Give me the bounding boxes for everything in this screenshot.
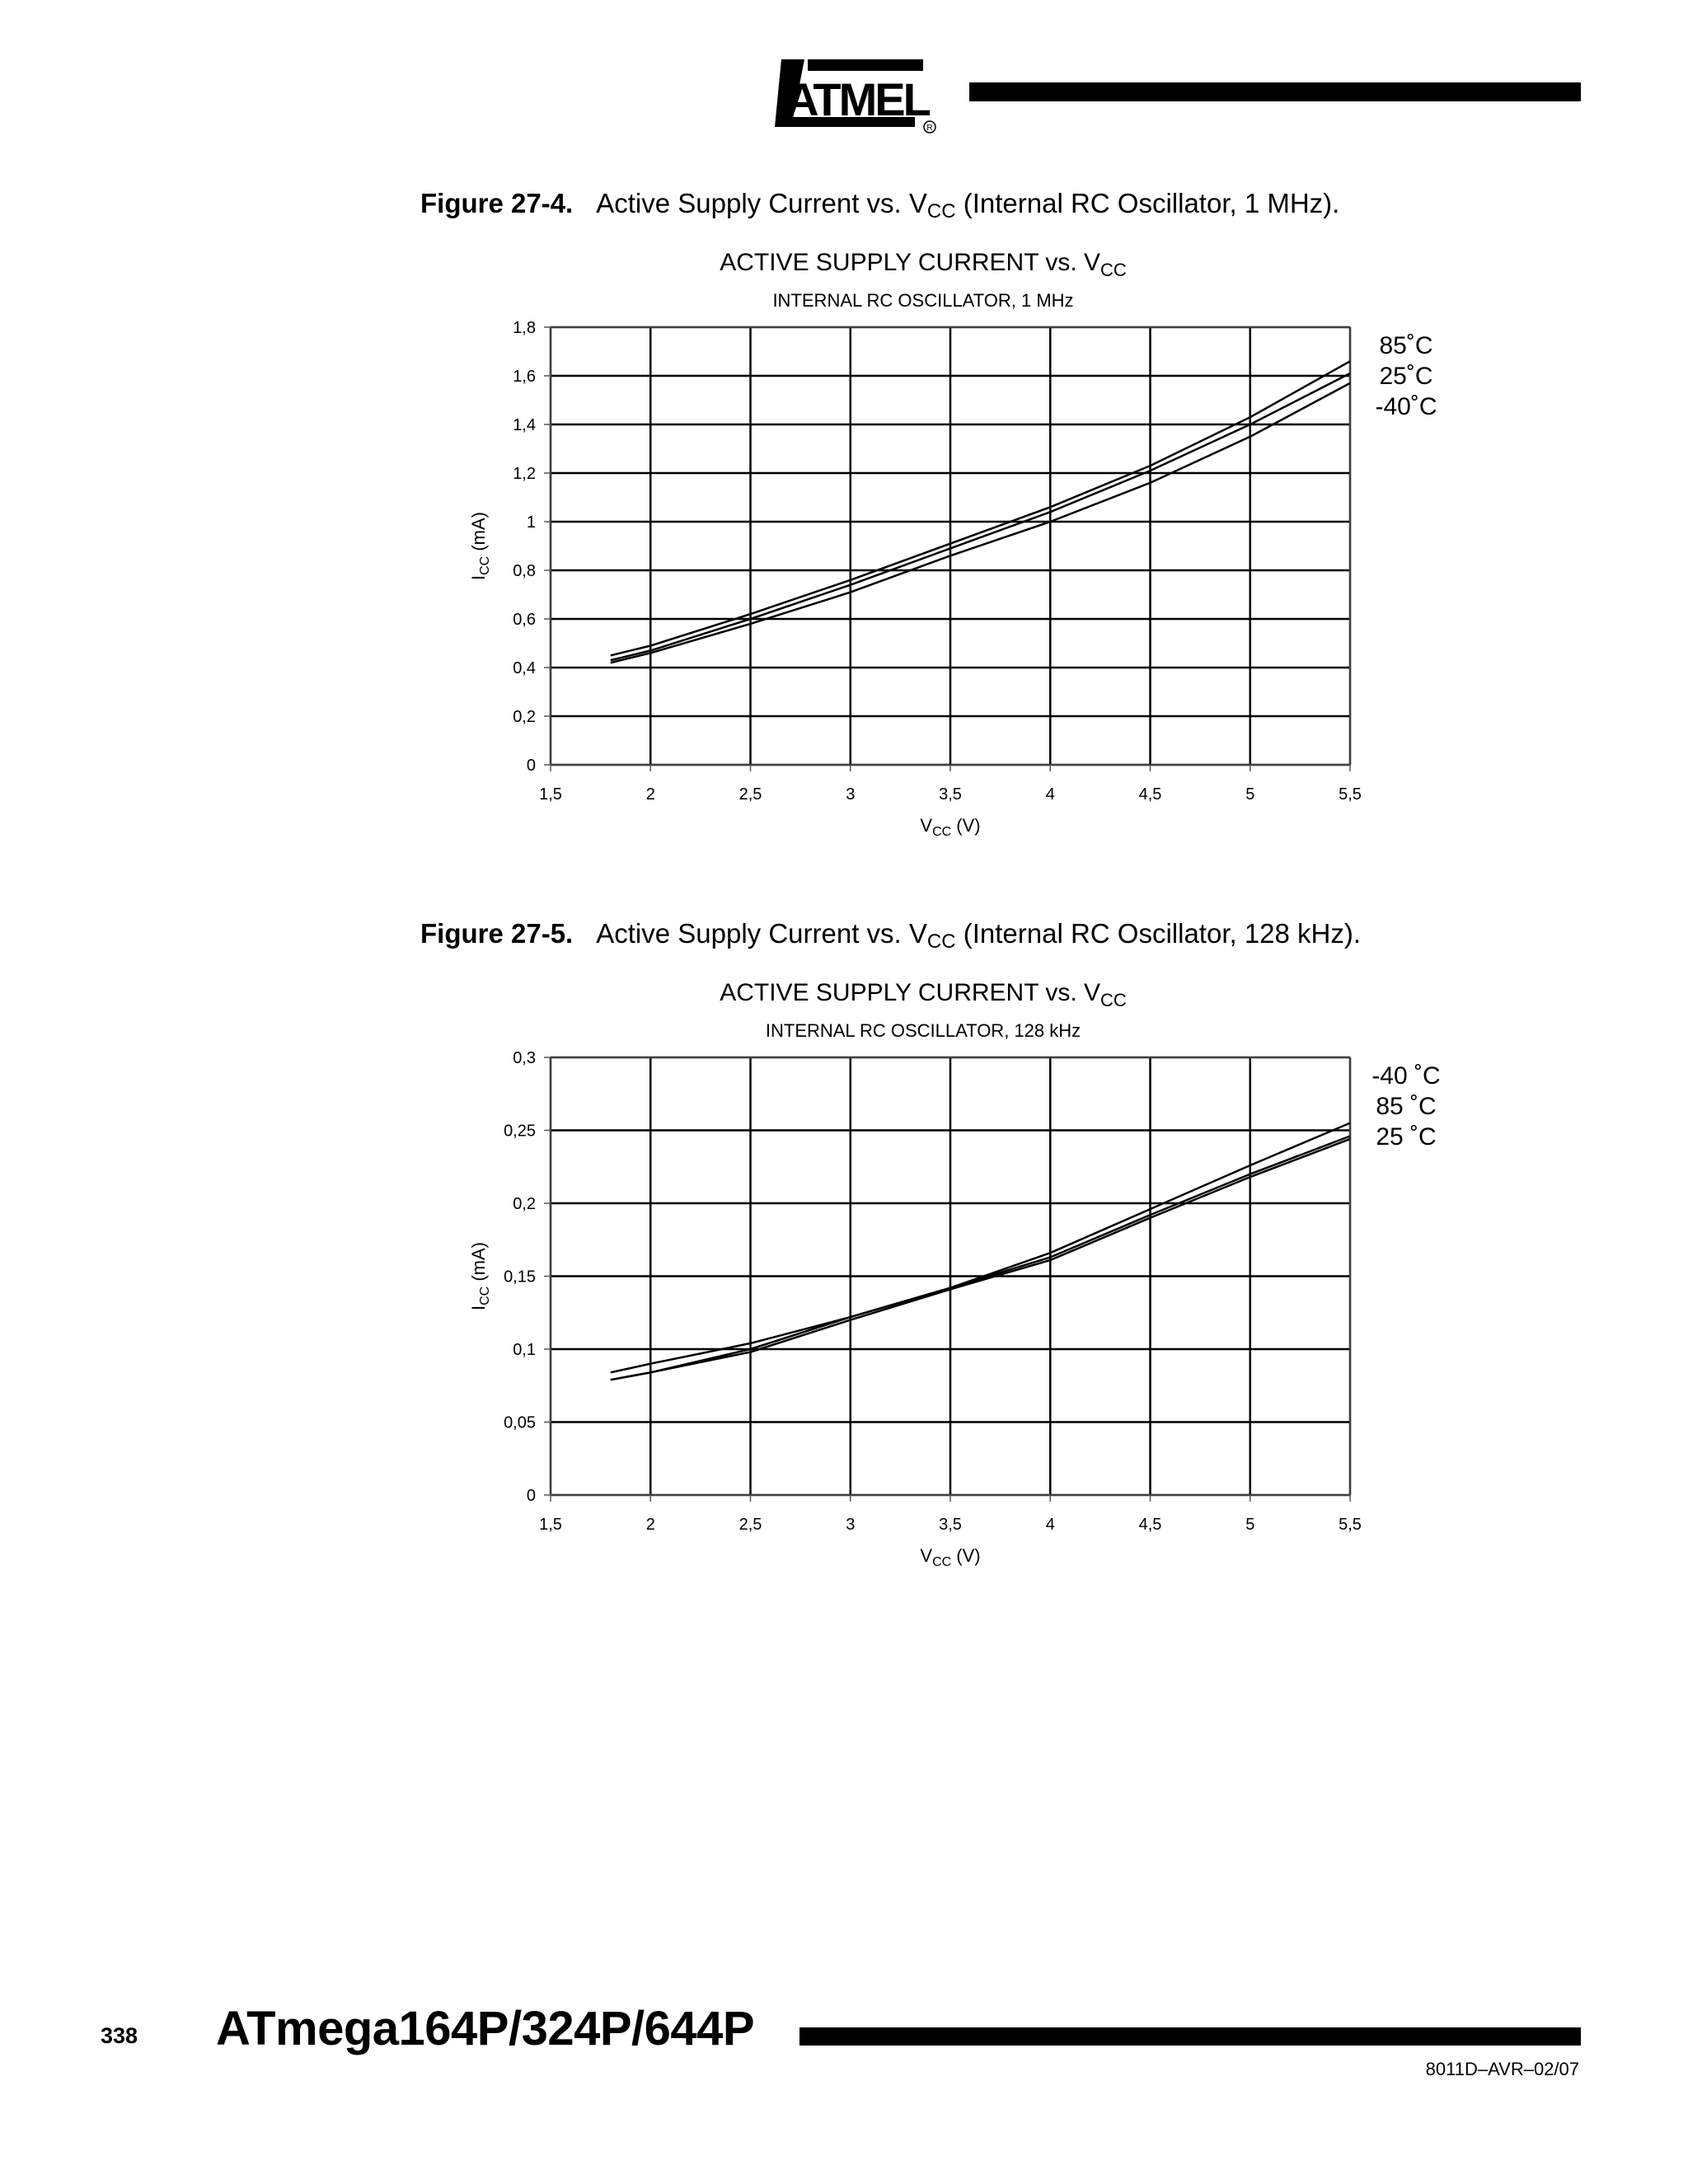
y-tick-label: 0,25	[504, 1122, 536, 1141]
figure-caption-2	[420, 918, 1361, 954]
series-line	[611, 361, 1350, 655]
legend-label: -40˚C	[1375, 393, 1437, 420]
x-tick-label: 1,5	[539, 785, 562, 804]
figure-number: Figure 27-4.	[420, 188, 574, 218]
caption-sub: CC	[926, 930, 956, 953]
x-tick-label: 5	[1245, 785, 1255, 804]
series-line	[611, 1139, 1350, 1380]
caption-text-end: (Internal RC Oscillator, 128 kHz).	[955, 918, 1362, 949]
x-tick-label: 4	[1045, 1516, 1055, 1534]
y-tick-label: 1	[526, 513, 536, 532]
y-tick-label: 0,05	[504, 1413, 536, 1432]
x-tick-label: 3	[846, 785, 856, 804]
figure-caption-1	[420, 188, 1339, 223]
series-line	[611, 1123, 1350, 1373]
y-tick-label: 1,8	[513, 319, 536, 337]
caption-sub: CC	[926, 200, 956, 223]
atmel-logo	[775, 51, 940, 134]
y-tick-label: 0	[526, 757, 536, 775]
legend-label: 85˚C	[1379, 332, 1433, 359]
y-tick-label: 1,4	[513, 416, 536, 434]
chart-2-svg	[462, 969, 1441, 1579]
y-tick-label: 0,6	[513, 611, 536, 629]
caption-text: Active Supply Current vs. V	[596, 188, 927, 218]
y-tick-label: 0,2	[513, 1195, 536, 1213]
y-tick-label: 0	[526, 1487, 536, 1505]
legend-label: 25 ˚C	[1376, 1123, 1437, 1151]
caption-text: Active Supply Current vs. V	[596, 918, 927, 949]
x-tick-label: 2	[645, 1516, 655, 1534]
y-tick-label: 0,4	[513, 659, 536, 677]
svg-text:R: R	[926, 124, 933, 133]
x-axis-label: $V_{CC}$ (V)	[920, 1545, 981, 1569]
x-tick-label: 5,5	[1339, 785, 1362, 804]
y-tick-label: 1,6	[513, 368, 536, 386]
chart-1-svg	[462, 239, 1437, 849]
y-tick-label: 0,8	[513, 562, 536, 580]
x-tick-label: 5	[1245, 1516, 1255, 1534]
x-tick-label: 2,5	[738, 785, 762, 804]
caption-text-end: (Internal RC Oscillator, 1 MHz).	[955, 188, 1340, 218]
y-tick-label: 0,2	[513, 708, 536, 726]
x-tick-label: 3,5	[939, 1516, 962, 1534]
y-tick-label: 0,15	[504, 1268, 536, 1286]
document-code: 8011D–AVR–02/07	[1425, 2059, 1579, 2079]
x-tick-label: 2	[645, 785, 655, 804]
x-tick-label: 3,5	[939, 785, 962, 804]
x-tick-label: 4	[1045, 785, 1055, 804]
legend-label: 25˚C	[1379, 363, 1433, 390]
y-tick-label: 0,3	[513, 1049, 536, 1067]
y-tick-label: 0,1	[513, 1341, 536, 1359]
y-axis-label: $I_{CC}$ (mA)	[468, 1242, 492, 1310]
x-tick-label: 2,5	[738, 1516, 762, 1534]
x-tick-label: 4,5	[1138, 1516, 1162, 1534]
x-axis-label: $V_{CC}$ (V)	[920, 815, 981, 839]
x-tick-label: 5,5	[1339, 1516, 1362, 1534]
logo-text: ATMEL	[785, 73, 929, 125]
header-rule	[969, 82, 1581, 101]
y-axis-label: $I_{CC}$ (mA)	[468, 512, 492, 580]
chart-1	[462, 239, 1437, 849]
series-line	[611, 373, 1350, 660]
document-title: ATmega164P/324P/644P	[216, 2002, 755, 2055]
y-tick-label: 1,2	[513, 465, 536, 483]
chart-subtitle: INTERNAL RC OSCILLATOR, 128 kHz	[765, 1020, 1081, 1041]
x-tick-label: 3	[846, 1516, 856, 1534]
chart-2	[462, 969, 1441, 1579]
page-number: 338	[101, 2023, 138, 2048]
footer-rule	[799, 2027, 1581, 2046]
figure-number: Figure 27-5.	[420, 918, 574, 949]
chart-title: ACTIVE SUPPLY CURRENT vs. $V_{CC}$	[720, 249, 1127, 280]
series-line	[611, 1137, 1350, 1380]
chart-title: ACTIVE SUPPLY CURRENT vs. $V_{CC}$	[720, 979, 1127, 1010]
x-tick-label: 4,5	[1138, 785, 1162, 804]
legend-label: -40 ˚C	[1372, 1062, 1441, 1090]
legend-label: 85 ˚C	[1376, 1093, 1437, 1120]
x-tick-label: 1,5	[539, 1516, 562, 1534]
chart-subtitle: INTERNAL RC OSCILLATOR, 1 MHz	[772, 290, 1074, 311]
